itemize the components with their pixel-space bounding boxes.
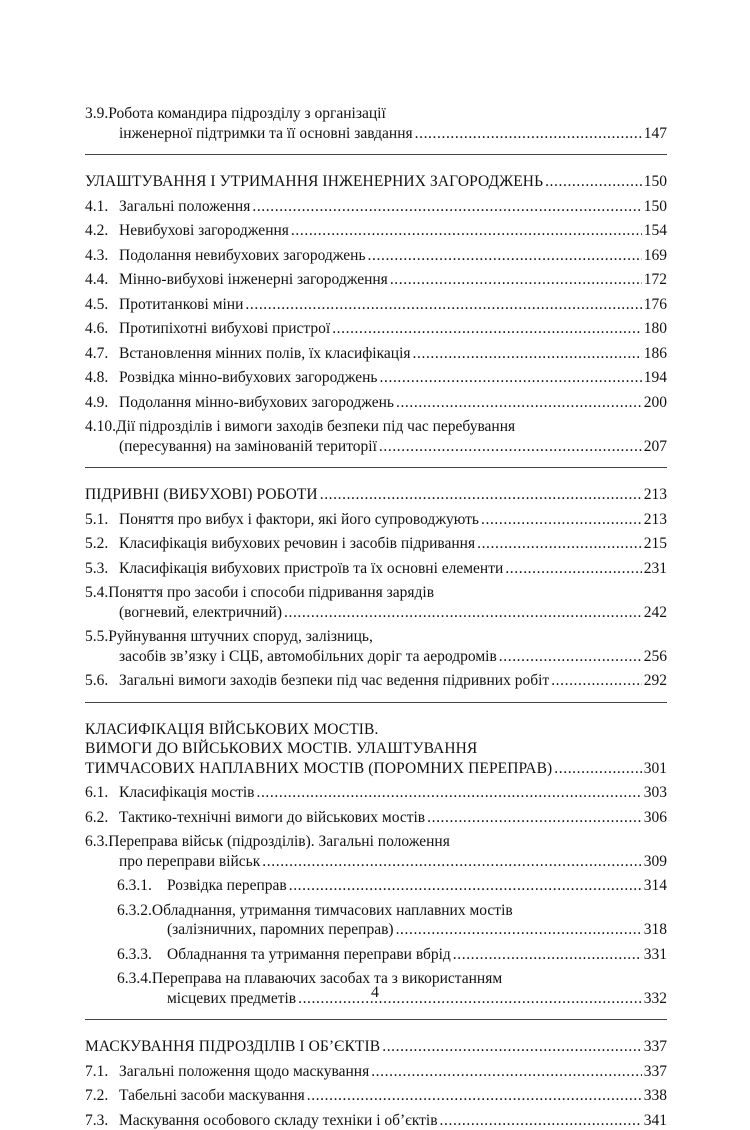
toc-entry[interactable] — [85, 1086, 667, 1106]
toc-entry-title: Протипіхотні вибухові пристрої — [119, 319, 330, 339]
toc-entry-title: засобів зв’язку і СЦБ, автомобільних доріг та аеродромів — [119, 647, 497, 667]
toc-page-number: 301 — [644, 759, 667, 779]
toc-entry-number: 6.1. — [85, 783, 119, 803]
toc-entry-title: про переправи військ — [119, 852, 260, 872]
toc-entry-title: (залізничних, паромних переправ) — [167, 920, 394, 940]
toc-page-number: 207 — [644, 437, 667, 457]
dot-leader — [477, 534, 642, 554]
toc-entry-title: Табельні засоби маскування — [119, 1086, 305, 1106]
toc-page-number: 150 — [644, 197, 667, 217]
toc-page-number: 194 — [644, 368, 667, 388]
toc-entry-title: Дії підрозділів і вимоги заходів безпеки під час перебування — [116, 418, 515, 435]
toc-entry-title: Класифікація мостів — [119, 783, 254, 803]
toc-page-number: 200 — [644, 393, 667, 413]
dot-leader — [379, 437, 642, 457]
dot-leader — [256, 783, 641, 803]
toc-entry[interactable] — [85, 295, 667, 315]
toc-entry-title: ВИМОГИ ДО ВІЙСЬКОВИХ МОСТІВ. УЛАШТУВАННЯ — [85, 740, 477, 757]
toc-entry-title: ТИМЧАСОВИХ НАПЛАВНИХ МОСТІВ (ПОРОМНИХ ПЕРЕПРАВ) — [85, 759, 552, 779]
dot-leader — [453, 945, 642, 965]
toc-page-number: 231 — [644, 559, 667, 579]
dot-leader — [332, 319, 642, 339]
toc-entry-title: інженерної підтримки та її основні завдання — [119, 124, 413, 144]
toc-entry-title: Поняття про вибух і фактори, які його супроводжують — [119, 510, 479, 530]
toc-entry-number: 5.2. — [85, 534, 119, 554]
toc-entry-number: 5.6. — [85, 671, 119, 691]
toc-entry-number: 4.1. — [85, 197, 119, 217]
toc-page-number: 147 — [644, 124, 667, 144]
dot-leader — [371, 1062, 642, 1082]
dot-leader — [380, 368, 642, 388]
toc-entry-number: 4.9. — [85, 393, 119, 413]
toc-page-number: 154 — [644, 221, 667, 241]
toc-entry[interactable] — [85, 945, 667, 965]
toc-entry-number: 5.5. — [85, 628, 108, 645]
toc-entry[interactable] — [85, 1111, 667, 1130]
toc-entry-title: (вогневий, електричний) — [119, 603, 282, 623]
section-divider — [85, 154, 667, 172]
toc-page-number: 215 — [644, 534, 667, 554]
toc-entry-number: 7.2. — [85, 1086, 119, 1106]
toc-entry-number: 6.3.1. — [117, 876, 167, 896]
dot-leader — [245, 295, 641, 315]
dot-leader — [368, 246, 642, 266]
toc-entry[interactable] — [85, 270, 667, 290]
toc-page-number: 256 — [644, 647, 667, 667]
toc-entry-title: Мінно-вибухові інженерні загородження — [119, 270, 388, 290]
toc-entry[interactable] — [85, 901, 667, 940]
dot-leader — [396, 920, 642, 940]
toc-entry[interactable] — [85, 534, 667, 554]
toc-entry-title: Переправа на плаваючих засобах та з використанням — [152, 970, 502, 987]
dot-leader — [499, 647, 642, 667]
toc-entry-title: Класифікація вибухових речовин і засобів підривання — [119, 534, 475, 554]
dot-leader — [252, 197, 641, 217]
toc-page-number: 331 — [644, 945, 667, 965]
toc-page-number: 180 — [644, 319, 667, 339]
toc-entry-title: Поняття про засоби і способи підривання зарядів — [108, 584, 434, 601]
toc-entry-number: 4.8. — [85, 368, 119, 388]
toc-entry-number: 5.4. — [85, 584, 108, 601]
toc-entry-title: Подолання мінно-вибухових загороджень — [119, 393, 394, 413]
toc-page-number: 213 — [644, 510, 667, 530]
toc-entry-title: Подолання невибухових загороджень — [119, 246, 366, 266]
toc-entry-title: Загальні положення — [119, 197, 250, 217]
toc-page-number: 337 — [644, 1062, 667, 1082]
toc-entry[interactable] — [85, 368, 667, 388]
toc-page-number: 309 — [644, 852, 667, 872]
toc-entry-title: УЛАШТУВАННЯ І УТРИМАННЯ ІНЖЕНЕРНИХ ЗАГОРОДЖЕНЬ — [85, 172, 543, 192]
toc-entry-number: 3.9. — [85, 105, 108, 122]
toc-page-number: 318 — [644, 920, 667, 940]
dot-leader — [262, 852, 641, 872]
toc-entry-title: Невибухові загородження — [119, 221, 289, 241]
section-divider — [85, 467, 667, 485]
toc-page-number: 169 — [644, 246, 667, 266]
toc-entry-title: Обладнання, утримання тимчасових наплавних мостів — [152, 902, 513, 919]
section-divider — [85, 702, 667, 720]
toc-page-number: 150 — [644, 172, 667, 192]
dot-leader — [289, 876, 642, 896]
toc-entry[interactable] — [85, 246, 667, 266]
toc-entry-title: Протитанкові міни — [119, 295, 243, 315]
toc-entry-number: 4.7. — [85, 344, 119, 364]
toc-entry[interactable] — [85, 393, 667, 413]
toc-entry-title: місцевих предметів — [167, 989, 296, 1009]
toc-page-number: 172 — [644, 270, 667, 290]
table-of-contents — [85, 104, 667, 1130]
toc-entry-title: (пересування) на замінованій території — [119, 437, 377, 457]
toc-chapter-entry[interactable] — [85, 720, 667, 779]
toc-entry-number: 4.5. — [85, 295, 119, 315]
toc-entry[interactable] — [85, 104, 667, 143]
page-number: 4 — [0, 984, 750, 1002]
toc-entry-title: Руйнування штучних споруд, залізниць, — [108, 628, 373, 645]
toc-entry-title: Обладнання та утримання переправи вбрід — [167, 945, 451, 965]
dot-leader — [554, 759, 641, 779]
dot-leader — [291, 221, 642, 241]
section-divider — [85, 1019, 667, 1037]
toc-entry-title: КЛАСИФІКАЦІЯ ВІЙСЬКОВИХ МОСТІВ. — [85, 721, 378, 738]
toc-page-number: 303 — [644, 783, 667, 803]
toc-entry-number: 6.3. — [85, 833, 108, 850]
toc-entry[interactable] — [85, 876, 667, 896]
toc-entry-title: ПІДРИВНІ (ВИБУХОВІ) РОБОТИ — [85, 485, 318, 505]
toc-chapter-entry[interactable] — [85, 1037, 667, 1057]
toc-page-number: 338 — [644, 1086, 667, 1106]
toc-entry[interactable] — [85, 1062, 667, 1082]
dot-leader — [427, 808, 642, 828]
toc-entry[interactable] — [85, 671, 667, 691]
toc-entry-title: Робота командира підрозділу з організації — [108, 105, 386, 122]
dot-leader — [481, 510, 642, 530]
toc-chapter-entry[interactable] — [85, 485, 667, 505]
toc-entry-number: 5.3. — [85, 559, 119, 579]
dot-leader — [390, 270, 642, 290]
dot-leader — [551, 671, 642, 691]
toc-page-number: 213 — [644, 485, 667, 505]
toc-entry-number: 7.1. — [85, 1062, 119, 1082]
toc-entry-title: Переправа військ (підрозділів). Загальні положення — [108, 833, 450, 850]
toc-entry-number: 6.3.2. — [117, 902, 152, 919]
toc-entry-number: 4.3. — [85, 246, 119, 266]
toc-entry[interactable] — [85, 583, 667, 622]
toc-entry-title: Класифікація вибухових пристроїв та їх основні елементи — [119, 559, 503, 579]
toc-entry-title: Розвідка переправ — [167, 876, 287, 896]
toc-entry-title: Маскування особового складу техніки і об’єктів — [119, 1111, 438, 1130]
toc-entry[interactable] — [85, 417, 667, 456]
toc-page-number: 242 — [644, 603, 667, 623]
dot-leader — [505, 559, 641, 579]
toc-entry-number: 4.2. — [85, 221, 119, 241]
dot-leader — [545, 172, 642, 192]
toc-entry-number: 4.4. — [85, 270, 119, 290]
toc-entry[interactable] — [85, 344, 667, 364]
toc-entry[interactable] — [85, 221, 667, 241]
dot-leader — [320, 485, 642, 505]
toc-entry-number: 4.6. — [85, 319, 119, 339]
toc-entry[interactable] — [85, 510, 667, 530]
toc-entry[interactable] — [85, 319, 667, 339]
toc-entry-title: Розвідка мінно-вибухових загороджень — [119, 368, 378, 388]
dot-leader — [307, 1086, 642, 1106]
toc-page-number: 341 — [644, 1111, 667, 1130]
toc-entry-title: Тактико-технічні вимоги до військових мостів — [119, 808, 425, 828]
toc-entry-title: Загальні положення щодо маскування — [119, 1062, 369, 1082]
dot-leader — [396, 393, 642, 413]
toc-entry-number: 6.3.3. — [117, 945, 167, 965]
toc-entry-title: Загальні вимоги заходів безпеки під час ведення підривних робіт — [119, 671, 549, 691]
toc-entry-title: Встановлення мінних полів, їх класифікація — [119, 344, 411, 364]
dot-leader — [440, 1111, 642, 1130]
toc-page-number: 292 — [644, 671, 667, 691]
toc-entry[interactable] — [85, 627, 667, 666]
toc-chapter-entry[interactable] — [85, 172, 667, 192]
toc-entry-title: МАСКУВАННЯ ПІДРОЗДІЛІВ І ОБ’ЄКТІВ — [85, 1037, 380, 1057]
toc-page-number: 176 — [644, 295, 667, 315]
toc-entry-number: 6.2. — [85, 808, 119, 828]
toc-entry-number: 4.10. — [85, 418, 116, 435]
dot-leader — [382, 1037, 642, 1057]
dot-leader — [284, 603, 642, 623]
toc-entry[interactable] — [85, 559, 667, 579]
toc-page-number: 186 — [644, 344, 667, 364]
toc-entry[interactable] — [85, 197, 667, 217]
toc-page-number: 314 — [644, 876, 667, 896]
toc-page-number: 332 — [644, 989, 667, 1009]
toc-entry[interactable] — [85, 808, 667, 828]
toc-page-number: 306 — [644, 808, 667, 828]
toc-entry-number: 5.1. — [85, 510, 119, 530]
toc-page-number: 337 — [644, 1037, 667, 1057]
toc-entry-number: 6.3.4. — [117, 970, 152, 987]
dot-leader — [413, 344, 642, 364]
toc-entry[interactable] — [85, 783, 667, 803]
toc-entry-number: 7.3. — [85, 1111, 119, 1130]
dot-leader — [415, 124, 642, 144]
toc-entry[interactable] — [85, 832, 667, 871]
